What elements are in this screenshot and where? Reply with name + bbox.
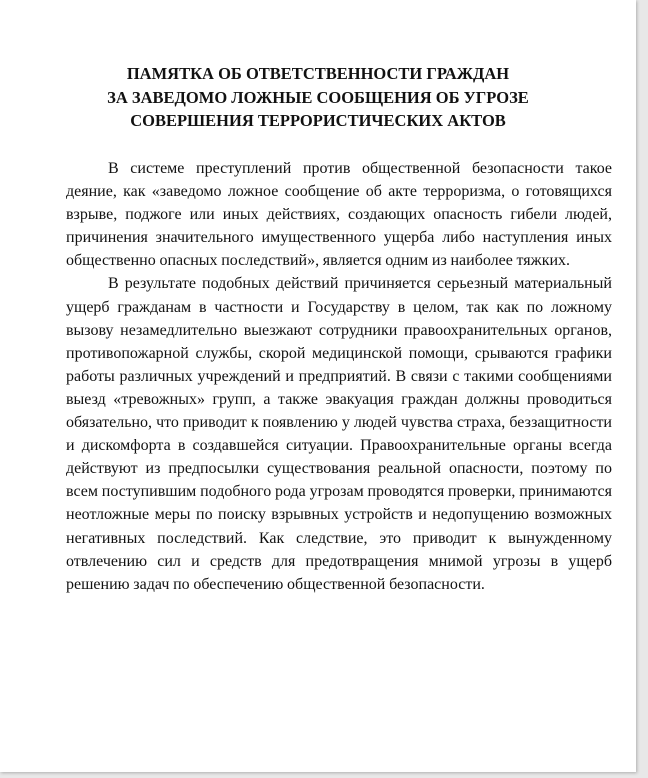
paragraph-1: В системе преступлений против общественной безопасности такое деяние, как «заведомо ложное сообщение об акте терроризма, о готовящихся взрыве, поджоге или иных действиях, создающих опасность гибели людей, причинения значительного имущественного ущерба либо наступления иных общественно опасных последствий», является одним из наиболее тяжких. — [66, 160, 612, 270]
document-body — [66, 157, 612, 596]
title-line-1: ПАМЯТКА ОБ ОТВЕТСТВЕННОСТИ ГРАЖДАН — [126, 64, 510, 83]
document-title — [40, 62, 596, 133]
title-line-2: ЗА ЗАВЕДОМО ЛОЖНЫЕ СООБЩЕНИЯ ОБ УГРОЗЕ — [107, 87, 529, 107]
paragraph-2: В результате подобных действий причиняется серьезный материальный ущерб гражданам в частности и Государству в целом, так как по ложному вызову незамедлительно выезжают сотрудники правоохранительных органов, противопожарной службы, скорой медицинской помощи, срываются графики работы различных учреждений и предприятий. В связи с такими сообщениями выезд «тревожных» групп, а также эвакуация граждан должны проводиться обязательно, что приводит к появлению у людей чувства страха, беззащитности и дискомфорта в создавшейся ситуации. Правоохранительные органы всегда действуют из предпосылки существования реальной опасности, поэтому по всем поступившим подобного рода угрозам проводятся проверки, принимаются неотложные меры по поиску взрывных устройств и недопущению возможных негативных последствий. Как следствие, это приводит к вынужденному отвлечению сил и средств для предотвращения мнимой угрозы в ущерб решению задач по обеспечению общественной безопасности. — [66, 275, 612, 593]
title-line-3: СОВЕРШЕНИЯ ТЕРРОРИСТИЧЕСКИХ АКТОВ — [130, 111, 506, 130]
